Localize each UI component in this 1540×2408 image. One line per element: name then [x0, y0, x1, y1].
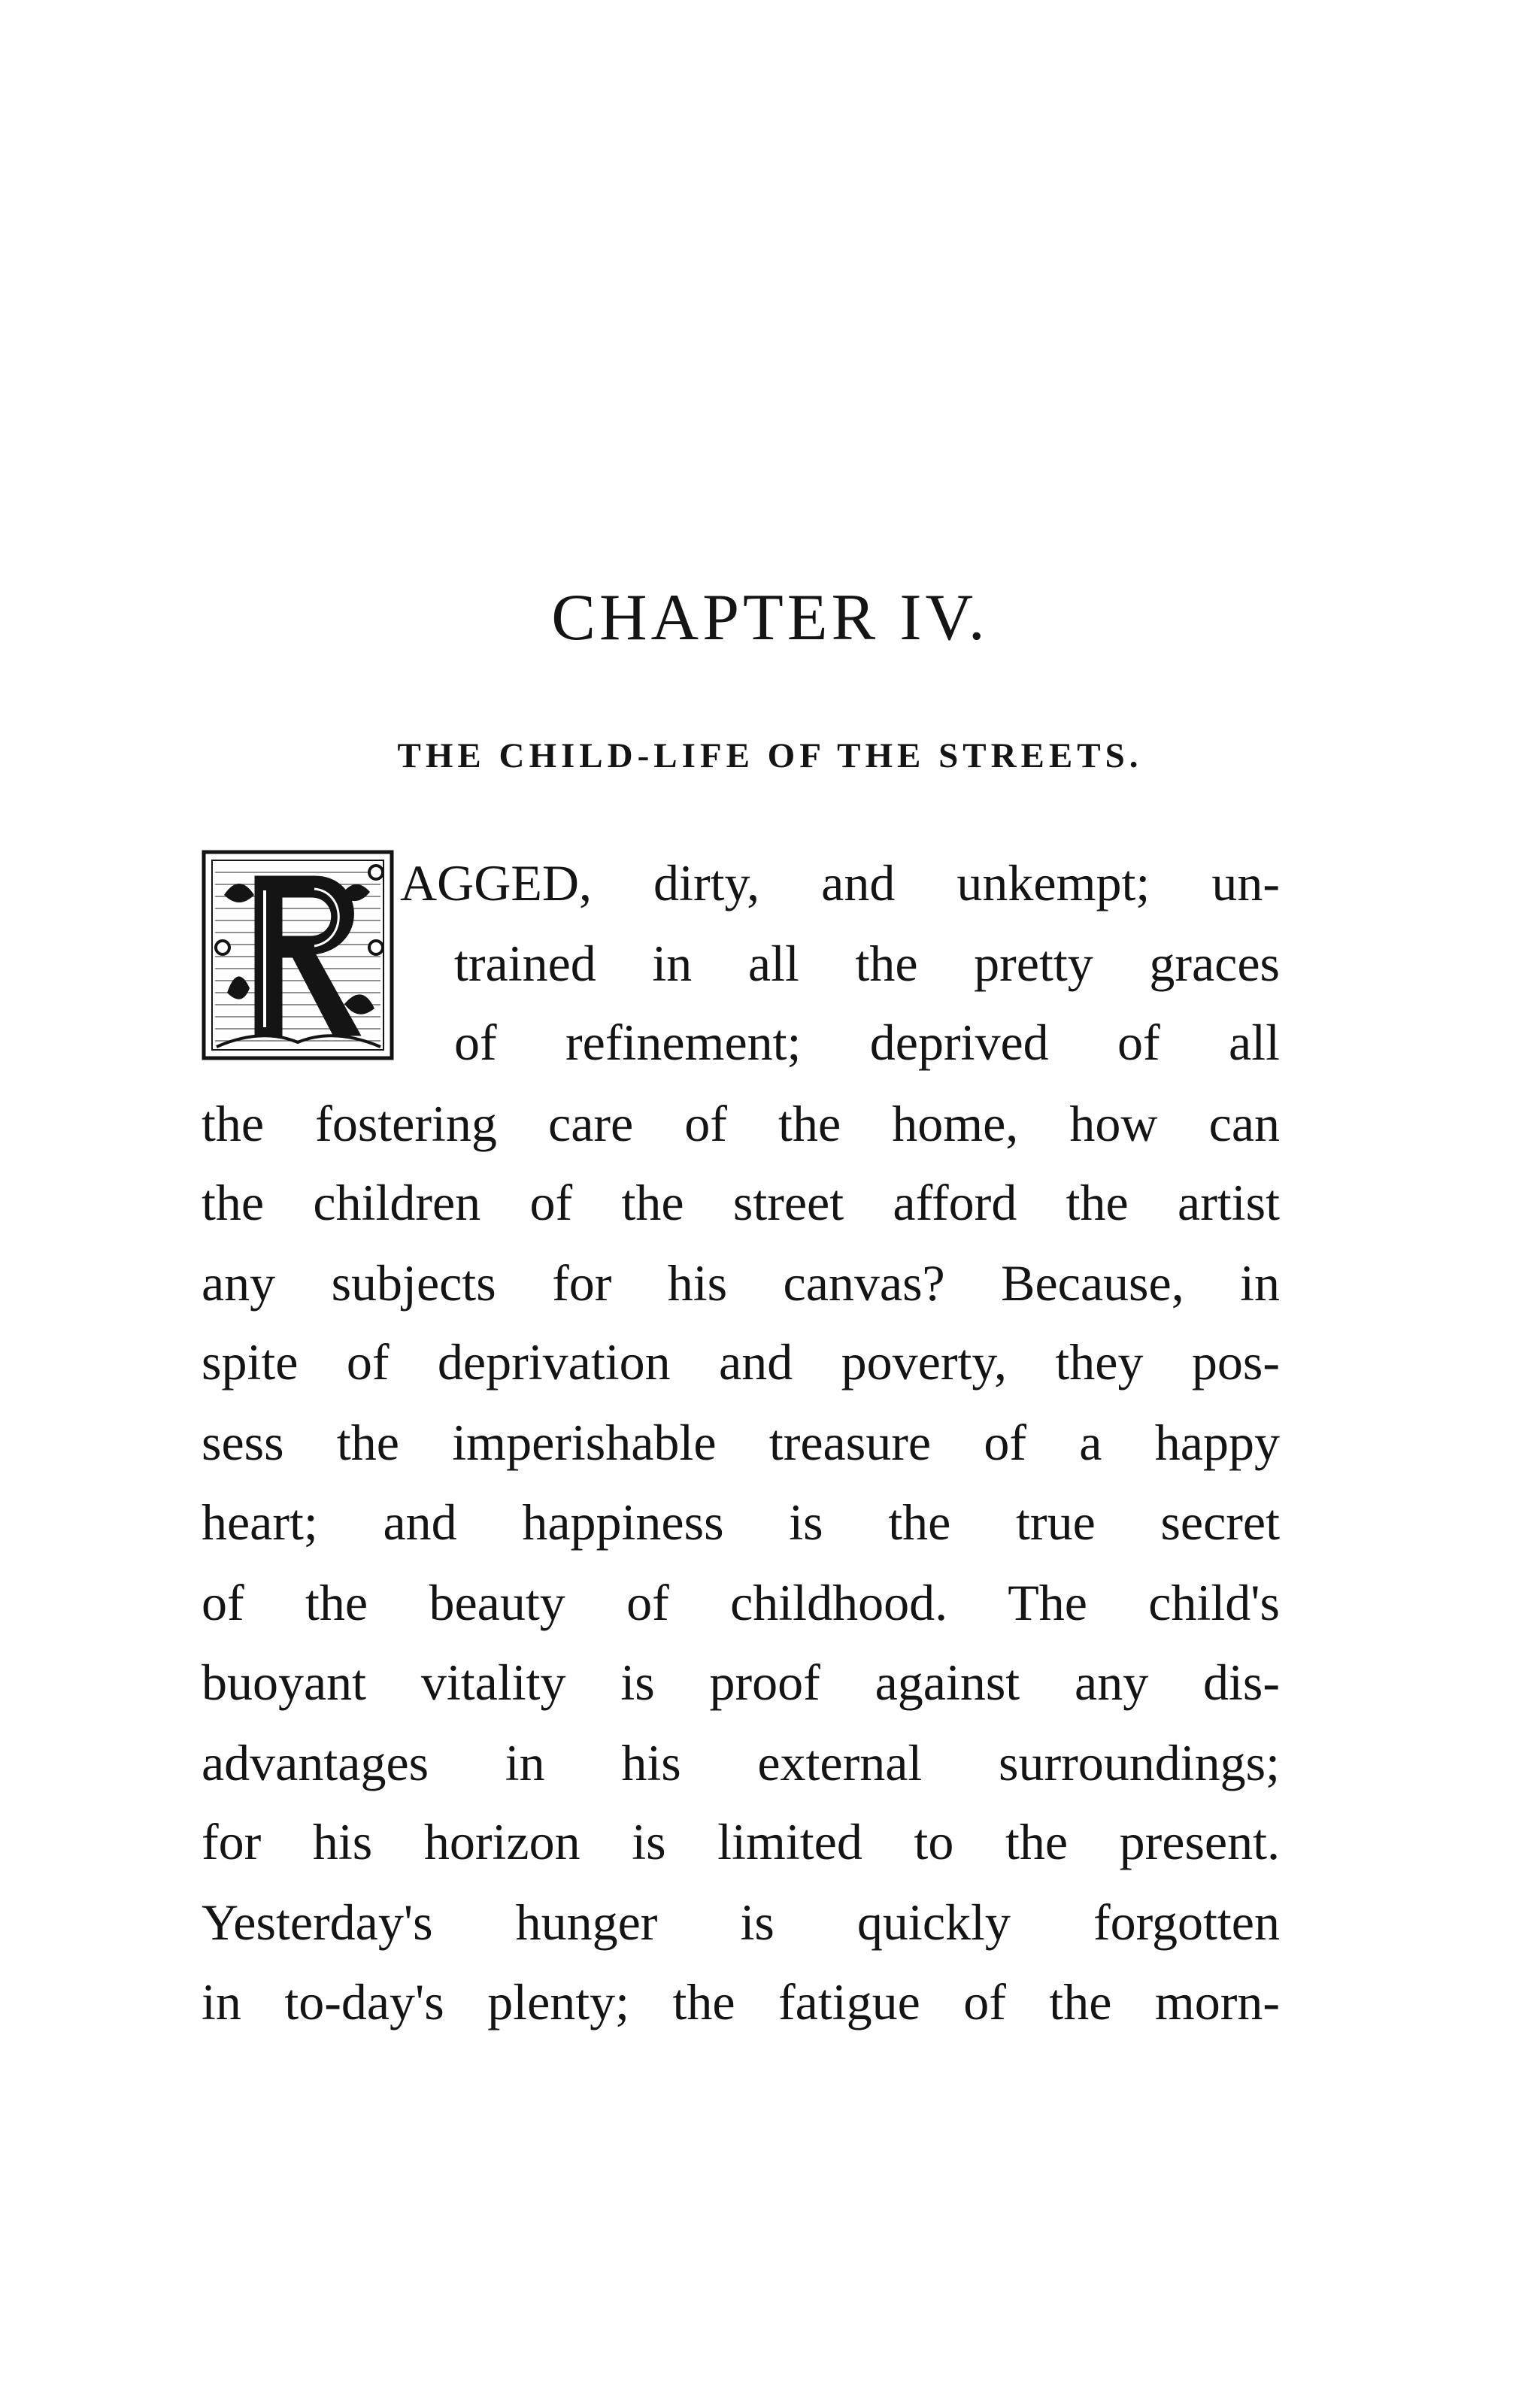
chapter-subtitle: THE CHILD-LIFE OF THE STREETS.	[397, 736, 1143, 775]
body-line: heart; and happiness is the true secret	[202, 1494, 1280, 1551]
drop-cap-letter	[394, 850, 395, 851]
body-line: any subjects for his canvas? Because, in	[202, 1254, 1280, 1312]
body-line: buoyant vitality is proof against any dis-	[202, 1654, 1280, 1711]
ornamental-drop-cap-r	[202, 850, 394, 1060]
body-line: advantages in his external surroundings;	[202, 1734, 1280, 1791]
body-line: for his horizon is limited to the present.	[202, 1813, 1280, 1870]
body-line: of the beauty of childhood. The child's	[202, 1574, 1280, 1631]
body-line: spite of deprivation and poverty, they pos-	[202, 1333, 1280, 1391]
body-line: AGGED, dirty, and unkempt; un-	[400, 854, 1280, 911]
body-line: the children of the street afford the artist	[202, 1174, 1280, 1231]
drop-cap-illustration	[202, 850, 394, 1060]
body-line: the fostering care of the home, how can	[202, 1095, 1280, 1152]
body-line: sess the imperishable treasure of a happy	[202, 1414, 1280, 1471]
chapter-title: CHAPTER IV.	[551, 581, 989, 654]
body-line: Yesterday's hunger is quickly forgotten	[202, 1894, 1280, 1951]
body-line: trained in all the pretty graces	[454, 935, 1280, 992]
body-line: in to-day's plenty; the fatigue of the morn-	[202, 1973, 1280, 2030]
body-line: of refinement; deprived of all	[454, 1014, 1280, 1071]
